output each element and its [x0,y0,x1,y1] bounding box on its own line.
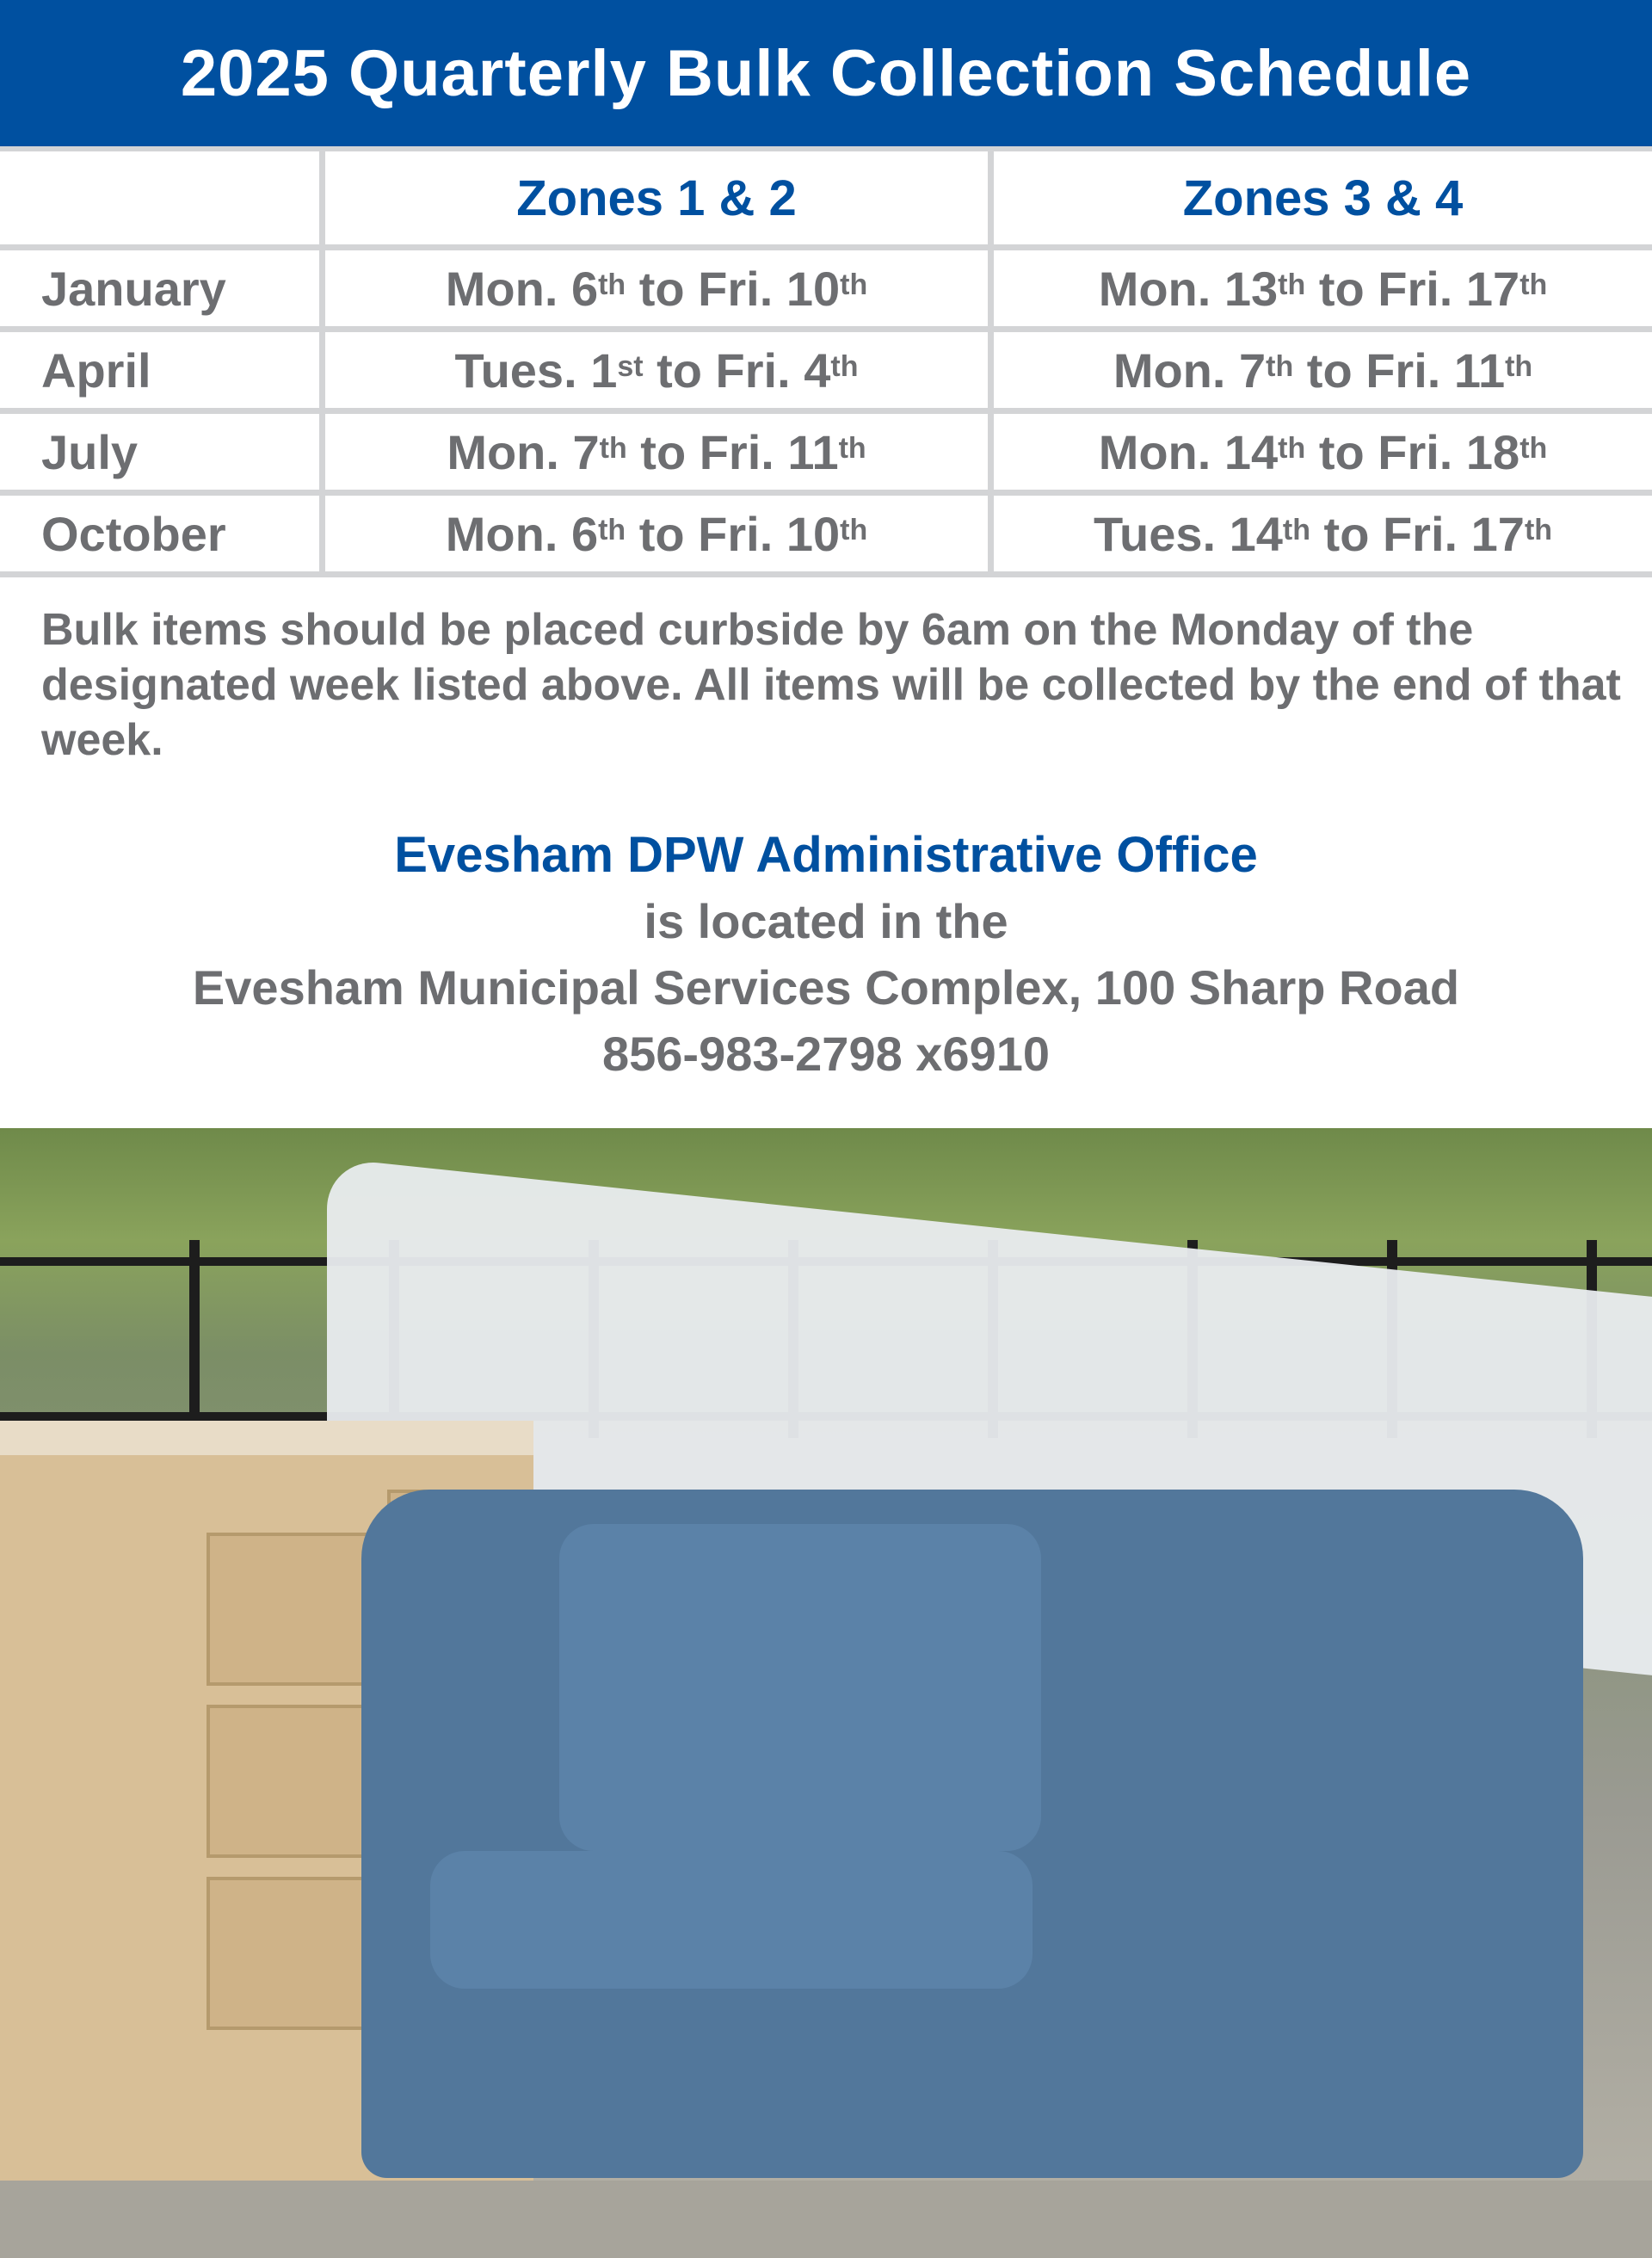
header-empty [0,151,325,244]
start-day: Tues. 1 [454,342,618,398]
table-header-row [0,146,1652,250]
ordinal: th [1519,268,1548,301]
table-row [0,332,1652,414]
ordinal: th [1278,268,1306,301]
zones-1-2-dates [325,414,994,490]
zones-1-2-dates [325,332,994,408]
zones-3-4-dates [994,496,1652,571]
drawer [206,1877,377,2030]
ordinal: th [1266,349,1294,383]
header-zones-3-4: Zones 3 & 4 [1182,170,1464,226]
page-title: 2025 Quarterly Bulk Collection Schedule [0,0,1652,146]
month-text: October [41,506,226,561]
ordinal: th [1282,513,1310,546]
end-day: to Fri. 4 [643,342,831,398]
drawer [206,1705,377,1858]
sidewalk [0,2181,1652,2258]
ordinal: th [1524,513,1553,546]
curbside-furniture-photo [0,1128,1652,2258]
office-phone: 856-983-2798 x6910 [601,1027,1051,1081]
office-info [0,822,1652,1087]
zones-3-4-dates [994,414,1652,490]
end-day: to Fri. 11 [1293,342,1506,398]
zones-1-2-dates [325,496,994,571]
table-row [0,496,1652,577]
start-day: Tues. 14 [1093,506,1283,561]
end-day: to Fri. 10 [626,506,841,561]
ordinal: th [840,513,868,546]
start-day: Mon. 7 [1113,342,1267,398]
office-line2: is located in the [644,894,1008,948]
end-day: to Fri. 17 [1305,261,1520,316]
end-day: to Fri. 18 [1305,424,1520,479]
drawer [206,1533,377,1686]
month-label [0,414,325,490]
ordinal: th [598,268,626,301]
month-label [0,250,325,326]
placement-note: Bulk items should be placed curbside by 6am on the Monday of the designated week listed above. All items will be collected by the end of that week. [41,605,1621,765]
zones-3-4-dates [994,332,1652,408]
ordinal: th [599,431,627,465]
zones-3-4-dates [994,250,1652,326]
ordinal: th [830,349,859,383]
ordinal: th [838,431,866,465]
month-text: April [41,342,151,398]
end-day: to Fri. 11 [626,424,839,479]
ordinal: st [617,349,644,383]
back-cushion [559,1524,1041,1851]
start-day: Mon. 13 [1098,261,1279,316]
office-address: Evesham Municipal Services Complex, 100 Sharp Road [192,960,1460,1015]
month-label [0,496,325,571]
table-row [0,414,1652,496]
blue-loveseat [361,1490,1583,2178]
ordinal: th [840,268,868,301]
start-day: Mon. 14 [1098,424,1279,479]
ordinal: th [598,513,626,546]
office-name: Evesham DPW Administrative Office [394,827,1258,883]
ordinal: th [1505,349,1533,383]
seat-cushion [430,1851,1032,1989]
ordinal: th [1519,431,1548,465]
table-row [0,250,1652,332]
ordinal: th [1278,431,1306,465]
header-zones-1-2: Zones 1 & 2 [325,151,994,244]
month-label [0,332,325,408]
end-day: to Fri. 17 [1310,506,1525,561]
zones-1-2-dates [325,250,994,326]
start-day: Mon. 7 [447,424,600,479]
start-day: Mon. 6 [445,261,599,316]
month-text: July [41,424,139,479]
end-day: to Fri. 10 [626,261,841,316]
schedule-table [0,146,1652,577]
month-text: January [41,261,226,316]
start-day: Mon. 6 [445,506,599,561]
